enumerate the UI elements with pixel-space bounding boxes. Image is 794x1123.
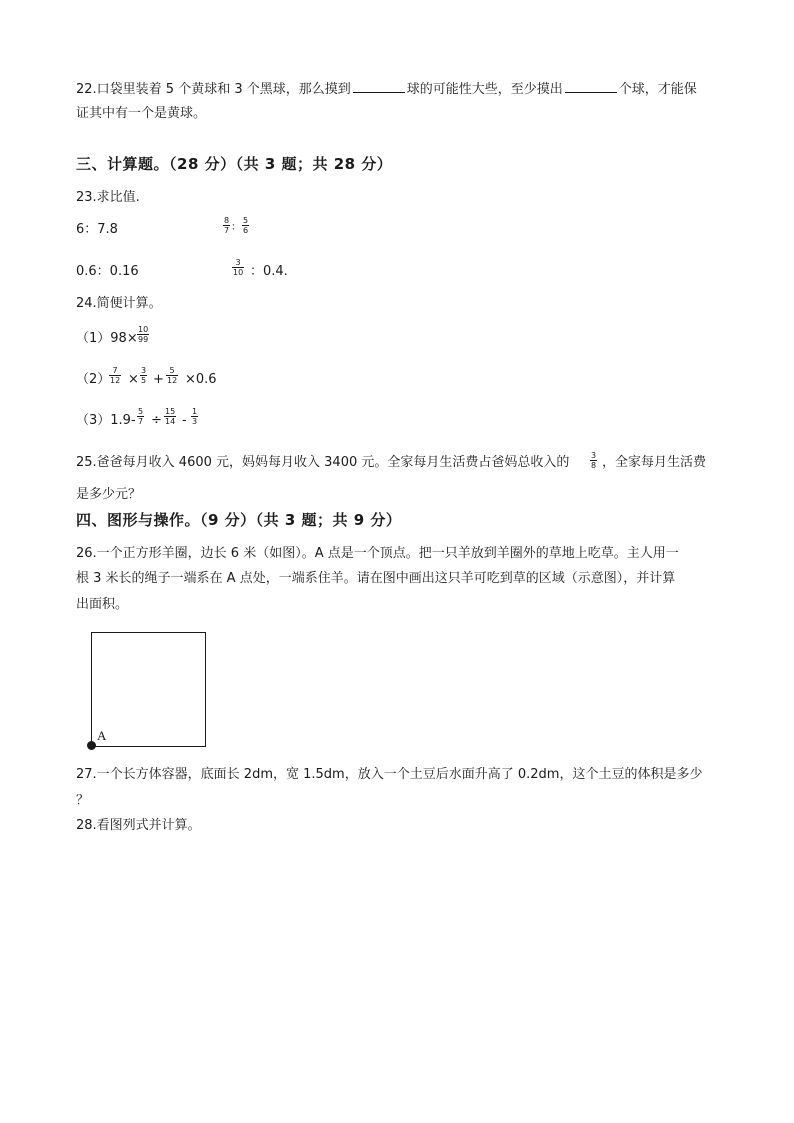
numerator: 1 bbox=[192, 407, 198, 416]
denominator: 7 bbox=[138, 417, 144, 426]
vertex-a-point bbox=[87, 741, 96, 750]
q25-text-2: ，全家每月生活费 bbox=[602, 455, 707, 470]
denominator: 5 bbox=[141, 376, 147, 385]
q25-line2: 是多少元？ bbox=[76, 487, 142, 502]
numerator: 5 bbox=[138, 407, 144, 416]
q24-part3-op2: - bbox=[182, 413, 187, 428]
q22-text-3: 个球，才能保 bbox=[618, 82, 697, 97]
denominator: 7 bbox=[224, 226, 230, 235]
q23-item-a: 6：7.8 bbox=[76, 222, 118, 237]
numerator: 3 bbox=[235, 258, 241, 267]
numerator: 5 bbox=[243, 216, 249, 225]
q23-d-fraction bbox=[232, 258, 244, 277]
q25-text-1: 25.爸爸每月收入 4600 元，妈妈每月收入 3400 元。全家每月生活费占爸妈总收入的 bbox=[76, 455, 570, 470]
denominator: 10 bbox=[233, 268, 244, 277]
sheep-pen-square bbox=[91, 632, 206, 747]
denominator: 12 bbox=[167, 376, 178, 385]
q22-blank-1[interactable] bbox=[353, 80, 405, 93]
denominator: 3 bbox=[192, 417, 198, 426]
numerator: 3 bbox=[591, 451, 597, 460]
q23-b-colon: ： bbox=[231, 222, 241, 233]
numerator: 7 bbox=[112, 366, 118, 375]
vertex-a-label: A bbox=[97, 728, 107, 743]
q22-line2: 证其中有一个是黄球。 bbox=[76, 106, 207, 121]
q24-part3-fraction-1 bbox=[137, 407, 144, 426]
denominator: 6 bbox=[243, 226, 249, 235]
denominator: 12 bbox=[110, 376, 121, 385]
q23-b-fraction-2 bbox=[242, 216, 249, 235]
q24-part3-op1: ÷ bbox=[151, 413, 162, 428]
q25-fraction bbox=[590, 451, 597, 470]
q24-part2-fraction-2 bbox=[140, 366, 147, 385]
numerator: 15 bbox=[165, 407, 176, 416]
q27-line2: ？ bbox=[76, 793, 90, 808]
q26-line2: 根 3 米长的绳子一端系在 A 点处，一端系住羊。请在图中画出这只羊可吃到草的区域（示意图），并计算 bbox=[76, 571, 676, 586]
q23-d-rest: ：0.4. bbox=[250, 264, 288, 279]
q24-part2-fraction-1 bbox=[109, 366, 121, 385]
q24-part2-prefix: （2） bbox=[76, 372, 111, 387]
q24-part2-op2: + bbox=[153, 372, 164, 387]
q23-item-c: 0.6：0.16 bbox=[76, 264, 139, 279]
q24-part2-op1: × bbox=[128, 372, 139, 387]
q24-part3-prefix: （3）1.9- bbox=[76, 413, 136, 428]
numerator: 3 bbox=[141, 366, 147, 375]
q27-line1: 27.一个长方体容器，底面长 2dm，宽 1.5dm，放入一个土豆后水面升高了 0.2dm，这个土豆的体积是多少 bbox=[76, 767, 703, 782]
q24-part3-fraction-3 bbox=[191, 407, 198, 426]
denominator: 99 bbox=[138, 335, 149, 344]
q28-title: 28.看图列式并计算。 bbox=[76, 818, 201, 833]
q26-line3: 出面积。 bbox=[76, 597, 129, 612]
q23-b-fraction-1 bbox=[223, 216, 230, 235]
q26-line1: 26.一个正方形羊圈，边长 6 米（如图）。A 点是一个顶点。把一只羊放到羊圈外的草地上吃草。主人用一 bbox=[76, 546, 679, 561]
q23-title: 23.求比值. bbox=[76, 190, 140, 205]
q24-part2-fraction-3 bbox=[166, 366, 178, 385]
denominator: 8 bbox=[591, 461, 597, 470]
section-3-heading: 三、计算题。（28 分）（共 3 题；共 28 分） bbox=[76, 155, 393, 173]
q22-line1 bbox=[76, 80, 697, 98]
q22-blank-2[interactable] bbox=[565, 80, 617, 93]
numerator: 5 bbox=[169, 366, 175, 375]
q24-part3-fraction-2 bbox=[164, 407, 176, 426]
section-4-heading: 四、图形与操作。（9 分）（共 3 题；共 9 分） bbox=[76, 511, 402, 529]
q22-text-1: 22.口袋里装着 5 个黄球和 3 个黑球，那么摸到 bbox=[76, 82, 351, 97]
numerator: 8 bbox=[224, 216, 230, 225]
q24-part1-fraction bbox=[137, 325, 149, 344]
numerator: 10 bbox=[138, 325, 149, 334]
denominator: 14 bbox=[165, 417, 176, 426]
q24-part1-prefix: （1）98× bbox=[76, 331, 138, 346]
q24-title: 24.简便计算。 bbox=[76, 296, 162, 311]
q24-part2-suffix: ×0.6 bbox=[185, 372, 217, 387]
q22-text-2: 球的可能性大些，至少摸出 bbox=[406, 82, 563, 97]
